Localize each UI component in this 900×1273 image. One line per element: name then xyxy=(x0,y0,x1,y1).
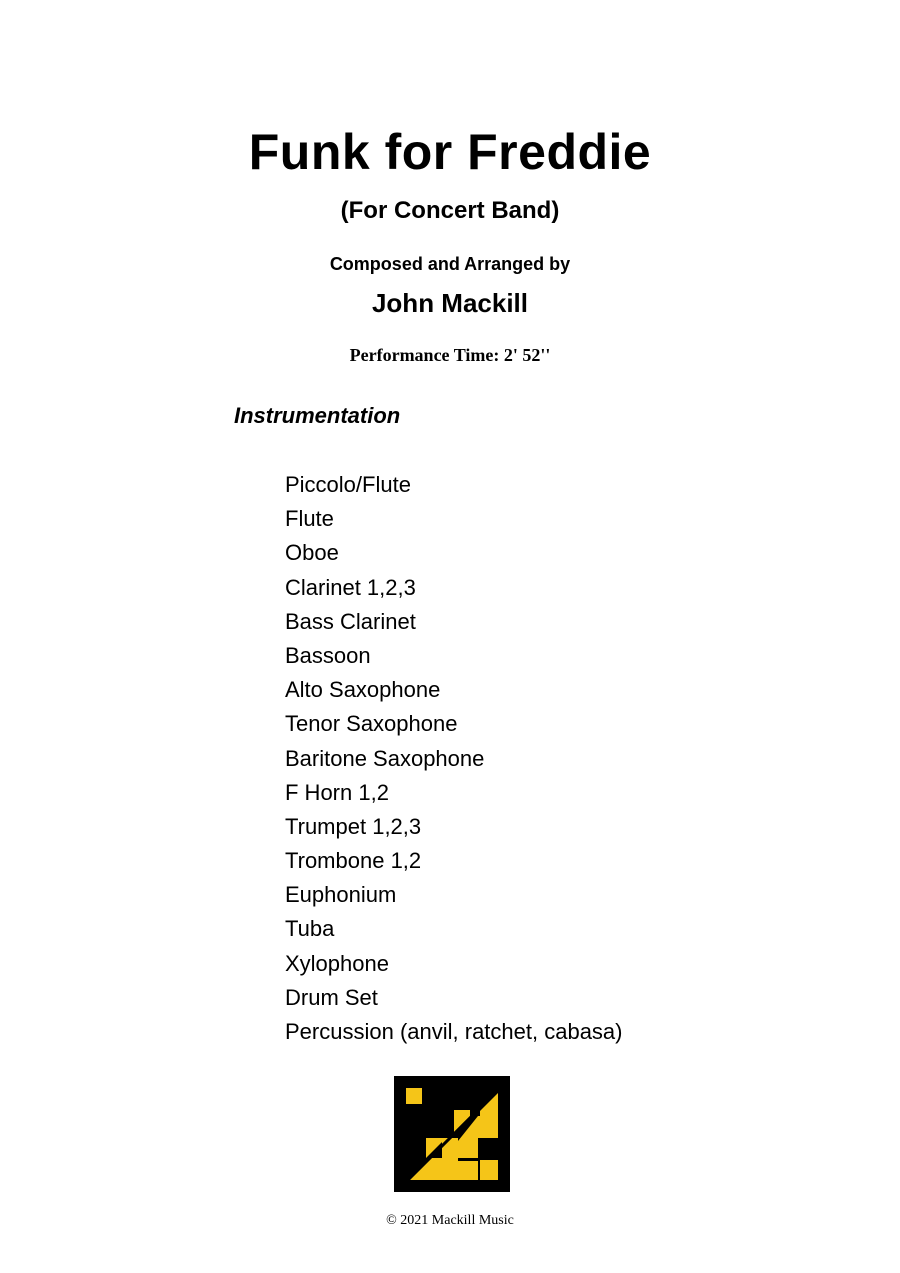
instrument-item: Euphonium xyxy=(285,882,397,908)
instrument-item: Piccolo/Flute xyxy=(285,472,411,497)
performance-time: Performance Time: 2' 52'' xyxy=(349,345,551,365)
instrument-item: Flute xyxy=(285,506,334,532)
instrument-item: Bassoon xyxy=(285,642,371,668)
credit-line: Composed and Arranged by xyxy=(329,254,571,274)
instrument-item: Trombone 1,2 xyxy=(285,848,422,874)
composer-name: John Mackill xyxy=(371,288,529,318)
page-subtitle: (For Concert Band) xyxy=(340,197,560,224)
mackill-music-logo xyxy=(394,1076,510,1192)
instrument-item: Trumpet 1,2,3 xyxy=(285,813,422,839)
instrument-item: Tenor Saxophone xyxy=(285,711,458,737)
instrument-item: F Horn 1,2 xyxy=(285,779,389,805)
instrument-item: Tuba xyxy=(285,916,335,942)
page-title: Funk for Freddie xyxy=(248,124,652,180)
copyright-notice: © 2021 Mackill Music xyxy=(386,1213,514,1228)
instrument-item: Xylophone xyxy=(285,950,389,976)
instrumentation-heading: Instrumentation xyxy=(234,403,401,428)
instrument-item: Clarinet 1,2,3 xyxy=(285,574,416,600)
instrumentation-list xyxy=(285,468,623,1049)
instrument-item: Bass Clarinet xyxy=(285,608,416,634)
instrument-item: Oboe xyxy=(285,540,339,566)
instrument-item: Drum Set xyxy=(285,984,378,1010)
instrument-item: Percussion (anvil, ratchet, cabasa) xyxy=(285,1019,623,1044)
instrument-item: Baritone Saxophone xyxy=(285,745,485,771)
instrument-item: Alto Saxophone xyxy=(285,677,441,703)
